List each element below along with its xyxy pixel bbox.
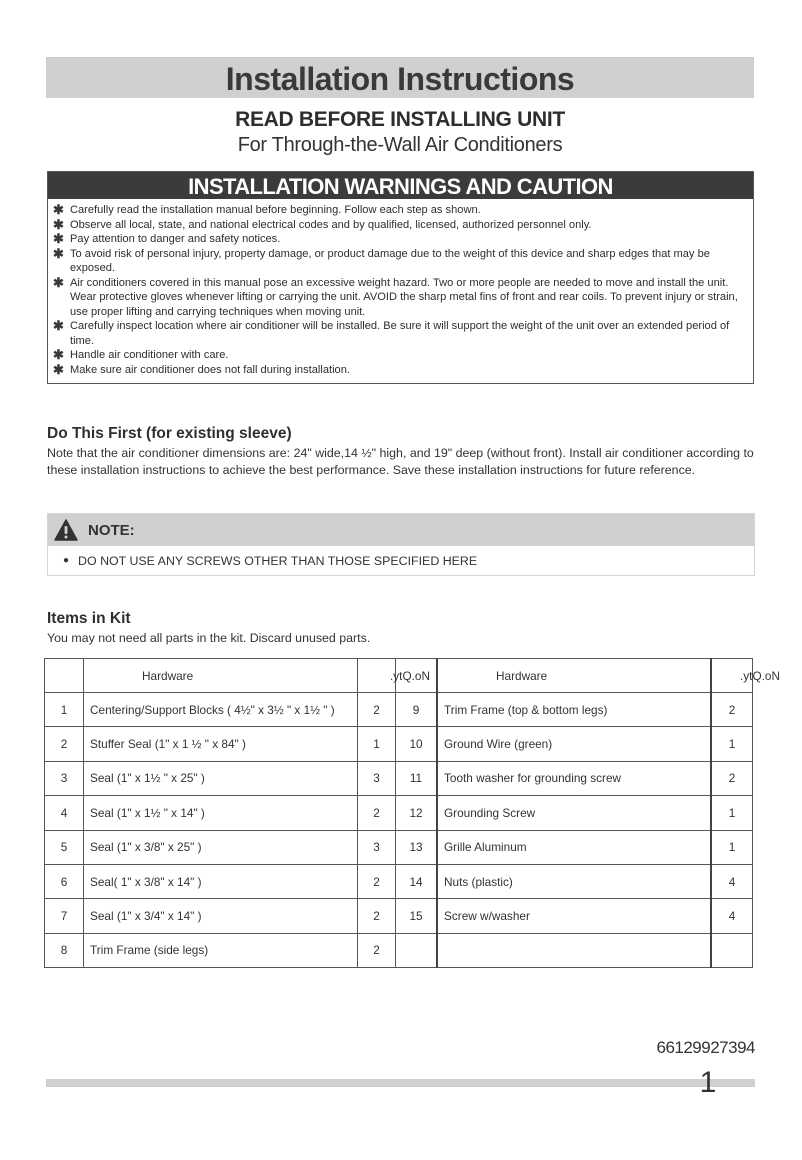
table-row: 4 Seal (1" x 1½ " x 14" ) 2 12 Grounding Screw 1 — [45, 796, 753, 830]
warnings-list — [48, 199, 753, 377]
column-header-no-qty: .ytQ.oN — [396, 659, 438, 693]
table-header-row — [45, 659, 753, 693]
table-row: 1 Centering/Support Blocks ( 4½" x 3½ " x 1½ " ) 2 9 Trim Frame (top & bottom legs) 2 — [45, 693, 753, 727]
warning-triangle-icon — [54, 519, 78, 541]
page-title: Installation Instructions — [46, 57, 754, 98]
warnings-heading: INSTALLATION WARNINGS AND CAUTION — [48, 172, 753, 199]
warning-item: ✱ Air conditioners covered in this manual pose an excessive weight hazard. Two or more people are needed to move and install the unit. Wear protective gloves whenever lifting or carrying the unit. AVOID the sharp metal fins of front and rear coils. To prevent injury or strain, use proper lifting and carrying techniques when moving unit. — [53, 274, 738, 318]
product-line-subtitle: For Through-the-Wall Air Conditioners — [237, 134, 563, 156]
table-row: 2 Stuffer Seal (1" x 1 ½ " x 84" ) 1 10 Ground Wire (green) 1 — [45, 727, 753, 761]
page-number: 1 — [699, 1066, 717, 1099]
warning-item: ✱ Carefully inspect location where air conditioner will be installed. Be sure it will support the weight of the unit over an extended period of time. — [53, 318, 730, 347]
note-box — [47, 513, 755, 576]
do-this-first-body: Note that the air conditioner dimensions are: 24" wide,14 ½" high, and 19" deep (without front). Install air conditioner according to these installation instructions to achieve the best performance. Save these installation instructions for future reference. — [47, 446, 754, 477]
asterisk-icon: ✱ — [53, 347, 64, 362]
warning-item: ✱ Handle air conditioner with care. — [53, 347, 229, 362]
note-label: NOTE: — [88, 521, 135, 539]
items-in-kit-subtitle: You may not need all parts in the kit. Discard unused parts. — [47, 631, 371, 645]
document-number: 66129927394 — [656, 1038, 755, 1057]
do-this-first-heading: Do This First (for existing sleeve) — [47, 425, 292, 442]
column-header-no-qty: .ytQ.oN — [711, 659, 753, 693]
warning-item: ✱ Pay attention to danger and safety notices. — [53, 231, 281, 246]
column-header-hardware: Hardware — [84, 659, 358, 693]
footer-divider — [46, 1079, 755, 1087]
warning-item: ✱ Carefully read the installation manual before beginning. Follow each step as shown. — [53, 202, 481, 217]
table-row: 8 Trim Frame (side legs) 2 — [45, 933, 753, 967]
bullet-icon: ● — [63, 555, 70, 566]
table-row: 5 Seal (1" x 3/8" x 25" ) 3 13 Grille Aluminum 1 — [45, 830, 753, 864]
asterisk-icon: ✱ — [53, 318, 64, 333]
table-row: 7 Seal (1" x 3/4" x 14" ) 2 15 Screw w/washer 4 — [45, 899, 753, 933]
warning-item: ✱ Make sure air conditioner does not fall during installation. — [53, 361, 350, 377]
asterisk-icon: ✱ — [53, 231, 64, 246]
warning-item: ✱ To avoid risk of personal injury, property damage, or product damage due to the weight of this device and sharp edges that may be exposed. — [53, 245, 710, 274]
note-item: ● DO NOT USE ANY SCREWS OTHER THAN THOSE SPECIFIED HERE — [63, 553, 478, 568]
asterisk-icon: ✱ — [53, 274, 64, 290]
asterisk-icon: ✱ — [53, 245, 64, 261]
column-header-hardware: Hardware — [437, 659, 711, 693]
asterisk-icon: ✱ — [53, 361, 64, 377]
asterisk-icon: ✱ — [53, 202, 64, 217]
table-row: 3 Seal (1" x 1½ " x 25" ) 3 11 Tooth washer for grounding screw 2 — [45, 761, 753, 795]
read-before-heading: READ BEFORE INSTALLING UNIT — [235, 108, 565, 131]
warnings-box — [47, 171, 754, 384]
warning-item: ✱ Observe all local, state, and national electrical codes and by qualified, licensed, authorized personnel only. — [53, 216, 592, 232]
asterisk-icon: ✱ — [53, 216, 64, 232]
items-in-kit-heading: Items in Kit — [47, 610, 131, 627]
table-row: 6 Seal( 1" x 3/8" x 14" ) 2 14 Nuts (plastic) 4 — [45, 864, 753, 898]
note-header — [48, 514, 754, 546]
kit-table — [44, 658, 780, 968]
